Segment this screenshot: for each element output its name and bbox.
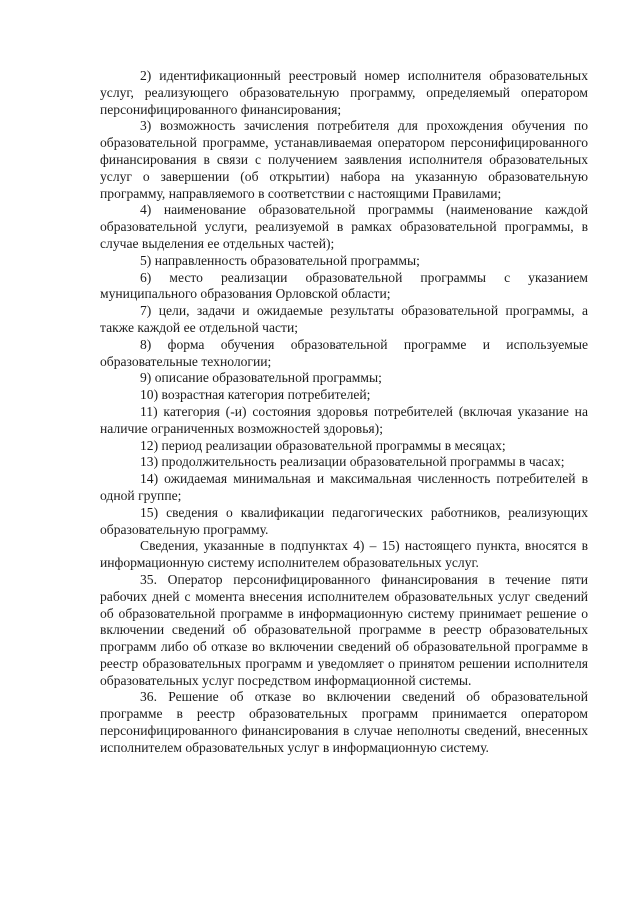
paragraph-item-2: 2) идентификационный реестровый номер исполнителя образовательных услуг, реализующего образовательную программу, определяемый оператором персонифицированного финансирования; [100,68,588,117]
paragraph-item-5: 5) направленность образовательной программы; [140,252,420,268]
paragraph-item-12: 12) период реализации образовательной программы в месяцах; [140,437,506,453]
paragraph-section-35: 35. Оператор персонифицированного финансирования в течение пяти рабочих дней с момента внесения исполнителем образовательных услуг сведений об образовательной программе в информационную систему принимает решение о включении сведений об образовательной программе в реестр образовательных программ либо об отказе во включении сведений об образовательной программе в реестр образовательных программ и уведомляет о принятом решении исполнителя образовательных услуг посредством информационной системы. [100,571,588,688]
paragraph-item-15: 15) сведения о квалификации педагогических работников, реализующих образовательную программу. [100,504,588,537]
paragraph-item-6: 6) место реализации образовательной программы с указанием муниципального образования Орловской области; [100,269,588,302]
paragraph-note: Сведения, указанные в подпунктах 4) – 15) настоящего пункта, вносятся в информационную систему исполнителем образовательных услуг. [100,538,588,571]
paragraph-item-10: 10) возрастная категория потребителей; [140,387,371,403]
paragraph-item-9: 9) описание образовательной программы; [140,370,382,386]
paragraph-item-8: 8) форма обучения образовательной программе и используемые образовательные технологии; [100,336,588,369]
paragraph-item-7: 7) цели, задачи и ожидаемые результаты образовательной программы, а также каждой ее отдельной части; [100,303,588,335]
paragraph-item-14: 14) ожидаемая минимальная и максимальная численность потребителей в одной группе; [100,471,588,503]
paragraph-item-11: 11) категория (-и) состояния здоровья потребителей (включая указание на наличие ограниченных возможностей здоровья); [100,403,588,436]
paragraph-item-13: 13) продолжительность реализации образовательной программы в часах; [140,454,565,470]
paragraph-item-3: 3) возможность зачисления потребителя для прохождения обучения по образовательной программе, устанавливаемая оператором персонифицированного финансирования в связи с получением заявления исполнителя образовательных услуг о завершении (об открытии) набора на указанную образовательную программу, направляемого в соответствии с настоящими Правилами; [100,118,588,201]
paragraph-section-36: 36. Решение об отказе во включении сведений об образовательной программе в реестр образовательных программ принимается оператором персонифицированного финансирования в случае неполноты сведений, внесенных исполнителем образовательных услуг в информационную систему. [100,689,588,755]
paragraph-item-4: 4) наименование образовательной программы (наименование каждой образовательной услуги, реализуемой в рамках образовательной программы, в случае выделения ее отдельных частей); [100,202,588,251]
document-body [100,68,588,757]
